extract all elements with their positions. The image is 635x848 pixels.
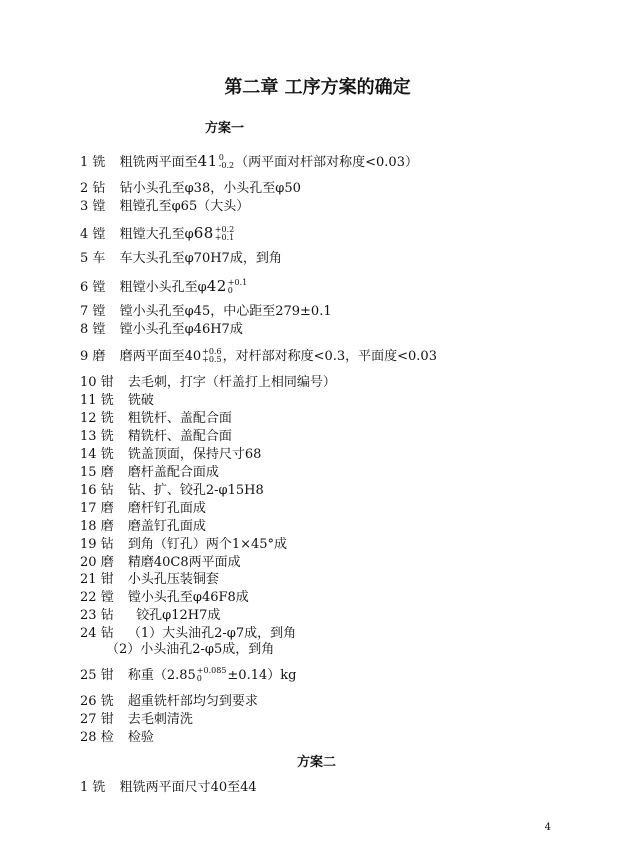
step-description: 去毛刺清洗: [127, 712, 193, 727]
tolerance: [202, 348, 221, 364]
step-operation: 车: [92, 251, 106, 266]
tolerance-upper: +0.1: [227, 277, 248, 287]
step-row: [80, 779, 257, 797]
step-text: 粗镗大孔至φ: [119, 227, 194, 242]
tolerance: [197, 667, 227, 683]
step-text: ±0.14）kg: [227, 668, 297, 683]
step-description: 铣破: [127, 393, 154, 408]
step-number: 11: [80, 393, 97, 408]
step-operation: 镗: [92, 322, 106, 337]
step-row: [80, 428, 232, 446]
step-number: 1: [80, 780, 89, 795]
step-text: 粗铣两平面至: [119, 155, 198, 170]
chapter-title: 第二章 工序方案的确定: [224, 77, 411, 98]
step-row: [80, 303, 332, 321]
step-operation: 磨: [92, 349, 106, 364]
step-description: [128, 667, 297, 685]
step-operation: 磨: [100, 501, 114, 516]
step-number: 8: [80, 322, 89, 337]
dimension-value: 41: [197, 152, 218, 170]
step-number: 7: [80, 304, 89, 319]
step-description: 磨杆盖配合面成: [127, 465, 219, 480]
step-description: 磨盖钉孔面成: [127, 519, 206, 534]
step-text: ，对杆部对称度<0.3，平面度<0.03: [222, 349, 437, 364]
step-number: 24: [80, 626, 97, 641]
step-description: 钻、扩、铰孔2-φ15H8: [127, 483, 264, 498]
step-description: [120, 348, 437, 366]
step-row: [80, 518, 206, 536]
step-description: 车大头孔至φ70H7成，到角: [119, 251, 282, 266]
step-operation: 镗: [92, 304, 106, 319]
step-row: [80, 277, 248, 297]
step-description: 粗铣杆、盖配合面: [127, 411, 232, 426]
step-operation: 铣: [100, 411, 114, 426]
step-row: [80, 693, 258, 711]
step-description: 磨杆钉孔面成: [127, 501, 206, 516]
step-description: 镗小头孔至φ45，中心距至279±0.1: [119, 304, 332, 319]
step-number: 3: [80, 199, 89, 214]
step-number: 28: [80, 730, 97, 745]
step-number: 15: [80, 465, 97, 480]
plan-one-heading: 方案一: [205, 121, 245, 136]
step-operation: 钻: [100, 537, 114, 552]
step-description: 精铣杆、盖配合面: [127, 429, 232, 444]
step-row: [80, 667, 296, 685]
tolerance-upper: +0.2: [214, 224, 235, 234]
step-operation: 钻: [92, 181, 106, 196]
step-description: 粗铣两平面尺寸40至44: [119, 780, 257, 795]
step-operation: 磨: [100, 555, 114, 570]
step-operation: 磨: [100, 465, 114, 480]
step-description: 钻小头孔至φ38，小头孔至φ50: [119, 181, 301, 196]
step-number: 23: [80, 608, 97, 623]
step-number: 12: [80, 411, 97, 426]
tolerance-lower: 0: [196, 673, 202, 683]
step-row: [80, 250, 282, 268]
step-row: [80, 607, 220, 625]
step-operation: 钻: [100, 608, 114, 623]
step-description: 镗小头孔至φ46H7成: [119, 322, 243, 337]
step-operation: 铣: [92, 155, 106, 170]
step-description: 精磨40C8两平面成: [127, 555, 241, 570]
step-row: [80, 729, 154, 747]
tolerance-lower: +0.5: [202, 354, 222, 364]
step-row: [80, 348, 437, 366]
step-description: 检验: [127, 730, 154, 745]
step-operation: 钳: [100, 668, 114, 683]
step-operation: 铣: [100, 694, 114, 709]
step-row: [80, 410, 232, 428]
step-number: 14: [80, 447, 97, 462]
step-description: [120, 277, 249, 297]
tolerance-upper: +0.6: [202, 346, 222, 356]
tolerance-upper: 0: [218, 152, 224, 162]
step-description: 到角（钉孔）两个1×45°成: [127, 537, 288, 552]
step-number: 16: [80, 483, 97, 498]
step-operation: 钻: [100, 626, 114, 641]
step-operation: 镗: [92, 227, 106, 242]
step-text: 粗镗小头孔至φ: [119, 280, 207, 295]
step-operation: 铣: [100, 429, 114, 444]
step-row: [80, 198, 249, 216]
step-number: 25: [80, 668, 97, 683]
step-operation: 磨: [100, 519, 114, 534]
step-text: （两平面对杆部对称度<0.03）: [235, 155, 418, 170]
step-number: 27: [80, 712, 97, 727]
tolerance-lower: +0.1: [214, 232, 235, 242]
step-operation: 镗: [92, 280, 106, 295]
step-row: [80, 446, 261, 464]
step-description: 小头孔压装铜套: [127, 572, 219, 587]
step-operation: 镗: [92, 199, 106, 214]
step-number: 13: [80, 429, 97, 444]
step-text: 磨两平面至40: [119, 349, 202, 364]
step-description: 铰孔φ12H7成: [127, 608, 221, 623]
step-description: 去毛刺，打字（杆盖打上相同编号）: [127, 375, 336, 390]
step-operation: 铣: [100, 393, 114, 408]
step-description: （2）小头油孔2-φ5成，到角: [106, 642, 275, 657]
tolerance-upper: +0.085: [196, 665, 227, 675]
step-row-continuation: [106, 641, 274, 659]
step-number: 9: [80, 349, 89, 364]
step-number: 21: [80, 572, 97, 587]
step-description: 铣盖顶面，保持尺寸68: [127, 447, 262, 462]
step-row: [80, 589, 249, 607]
step-number: 20: [80, 555, 97, 570]
step-operation: 钳: [100, 712, 114, 727]
step-number: 22: [80, 590, 97, 605]
step-operation: 钻: [100, 483, 114, 498]
tolerance: [215, 226, 234, 242]
step-operation: 铣: [100, 447, 114, 462]
step-number: 2: [80, 181, 89, 196]
step-row: [80, 536, 287, 554]
step-row: [80, 152, 418, 172]
step-operation: 检: [100, 730, 114, 745]
step-row: [80, 374, 336, 392]
step-operation: 钳: [100, 375, 114, 390]
step-text: 称重（2.85: [127, 668, 196, 683]
step-number: 10: [80, 375, 97, 390]
step-number: 4: [80, 227, 89, 242]
step-row: [80, 180, 301, 198]
step-row: [80, 482, 264, 500]
dimension-value: 42: [206, 277, 227, 295]
step-number: 5: [80, 251, 89, 266]
step-description: 超重铣杆部均匀到要求: [127, 694, 258, 709]
step-row: [80, 464, 219, 482]
step-operation: 铣: [92, 780, 106, 795]
step-row: [80, 571, 219, 589]
step-number: 19: [80, 537, 97, 552]
step-number: 18: [80, 519, 97, 534]
step-row: [80, 554, 241, 572]
step-description: （1）大头油孔2-φ7成，到角: [127, 626, 297, 641]
step-row: [80, 392, 154, 410]
step-number: 26: [80, 694, 97, 709]
tolerance-lower: 0: [227, 285, 233, 295]
step-row: [80, 500, 206, 518]
tolerance: [228, 279, 247, 295]
step-description: [120, 152, 418, 172]
step-number: 1: [80, 155, 89, 170]
step-row: [80, 224, 235, 244]
step-description: [120, 224, 236, 244]
dimension-value: 68: [193, 224, 214, 242]
step-description: 粗镗孔至φ65（大头）: [119, 199, 250, 214]
plan-two-heading: 方案二: [297, 755, 337, 770]
step-number: 17: [80, 501, 97, 516]
step-description: 镗小头孔至φ46F8成: [127, 590, 249, 605]
step-operation: 镗: [100, 590, 114, 605]
step-row: [80, 321, 243, 339]
tolerance-lower: -0.2: [218, 160, 235, 170]
tolerance: [219, 154, 234, 170]
page-number: 4: [544, 822, 551, 833]
step-operation: 钳: [100, 572, 114, 587]
step-row: [80, 711, 193, 729]
step-number: 6: [80, 280, 89, 295]
